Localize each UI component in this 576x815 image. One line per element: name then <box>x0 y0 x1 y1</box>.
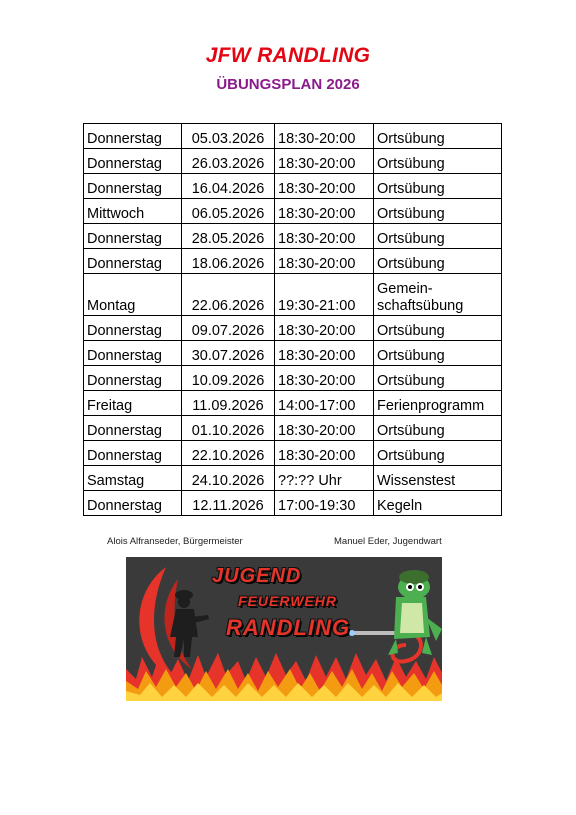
cell-day: Donnerstag <box>84 249 182 274</box>
table-row <box>84 341 502 366</box>
cell-day: Donnerstag <box>84 366 182 391</box>
cell-time: 18:30-20:00 <box>275 341 374 366</box>
cell-date: 01.10.2026 <box>182 416 275 441</box>
table-row <box>84 416 502 441</box>
cell-event: Ortsübung <box>374 199 502 224</box>
table-row <box>84 391 502 416</box>
cell-time: 18:30-20:00 <box>275 149 374 174</box>
cell-date: 22.10.2026 <box>182 441 275 466</box>
cell-event: Ortsübung <box>374 341 502 366</box>
cell-date: 11.09.2026 <box>182 391 275 416</box>
cell-event: Ortsübung <box>374 249 502 274</box>
cell-event: Kegeln <box>374 491 502 516</box>
cell-event: Ortsübung <box>374 174 502 199</box>
firefighter-silhouette-icon <box>170 590 209 657</box>
cell-day: Freitag <box>84 391 182 416</box>
cell-day: Donnerstag <box>84 316 182 341</box>
cell-event: Ortsübung <box>374 441 502 466</box>
cell-date: 05.03.2026 <box>182 124 275 149</box>
cell-day: Donnerstag <box>84 416 182 441</box>
cell-day: Donnerstag <box>84 224 182 249</box>
cell-event: Wissenstest <box>374 466 502 491</box>
cell-event: Ortsübung <box>374 149 502 174</box>
cell-event: Ferienprogramm <box>374 391 502 416</box>
table-row <box>84 441 502 466</box>
cell-date: 12.11.2026 <box>182 491 275 516</box>
cell-date: 28.05.2026 <box>182 224 275 249</box>
logo-text-jugend: JUGEND <box>212 565 302 587</box>
cell-event: Ortsübung <box>374 416 502 441</box>
table-row <box>84 149 502 174</box>
cell-time: 14:00-17:00 <box>275 391 374 416</box>
cell-time: 18:30-20:00 <box>275 249 374 274</box>
cell-time: ??:?? Uhr <box>275 466 374 491</box>
cell-time: 18:30-20:00 <box>275 174 374 199</box>
dragon-mascot-icon <box>388 570 442 655</box>
cell-date: 09.07.2026 <box>182 316 275 341</box>
cell-day: Donnerstag <box>84 341 182 366</box>
cell-time: 19:30-21:00 <box>275 274 374 316</box>
table-row <box>84 466 502 491</box>
page-title: JFW RANDLING <box>205 44 371 67</box>
table-row <box>84 224 502 249</box>
cell-time: 18:30-20:00 <box>275 316 374 341</box>
cell-day: Samstag <box>84 466 182 491</box>
logo-text-feuerwehr: FEUERWEHR <box>238 593 337 609</box>
schedule-table <box>83 123 502 516</box>
cell-time: 18:30-20:00 <box>275 224 374 249</box>
cell-day: Donnerstag <box>84 491 182 516</box>
cell-day: Montag <box>84 274 182 316</box>
table-row <box>84 491 502 516</box>
cell-date: 16.04.2026 <box>182 174 275 199</box>
signature-youth-warden: Manuel Eder, Jugendwart <box>334 536 442 547</box>
schedule-body <box>84 124 502 516</box>
table-row <box>84 316 502 341</box>
cell-time: 18:30-20:00 <box>275 366 374 391</box>
table-row <box>84 124 502 149</box>
cell-day: Donnerstag <box>84 124 182 149</box>
cell-day: Donnerstag <box>84 149 182 174</box>
cell-date: 24.10.2026 <box>182 466 275 491</box>
cell-day: Donnerstag <box>84 441 182 466</box>
table-row <box>84 249 502 274</box>
cell-event: Ortsübung <box>374 124 502 149</box>
logo-text-randling: RANDLING <box>226 615 351 640</box>
table-row <box>84 274 502 316</box>
cell-date: 06.05.2026 <box>182 199 275 224</box>
cell-event: Gemein- schaftsübung <box>374 274 502 316</box>
cell-time: 18:30-20:00 <box>275 416 374 441</box>
cell-date: 22.06.2026 <box>182 274 275 316</box>
table-row <box>84 366 502 391</box>
cell-event: Ortsübung <box>374 366 502 391</box>
table-row <box>84 174 502 199</box>
cell-time: 18:30-20:00 <box>275 124 374 149</box>
cell-time: 17:00-19:30 <box>275 491 374 516</box>
cell-date: 26.03.2026 <box>182 149 275 174</box>
cell-date: 18.06.2026 <box>182 249 275 274</box>
cell-day: Donnerstag <box>84 174 182 199</box>
cell-date: 10.09.2026 <box>182 366 275 391</box>
cell-event: Ortsübung <box>374 224 502 249</box>
cell-time: 18:30-20:00 <box>275 199 374 224</box>
table-row <box>84 199 502 224</box>
cell-day: Mittwoch <box>84 199 182 224</box>
cell-time: 18:30-20:00 <box>275 441 374 466</box>
cell-date: 30.07.2026 <box>182 341 275 366</box>
jugendfeuerwehr-logo-banner <box>126 557 442 701</box>
cell-event: Ortsübung <box>374 316 502 341</box>
page-subtitle: ÜBUNGSPLAN 2026 <box>216 76 360 93</box>
signature-mayor: Alois Alfranseder, Bürgermeister <box>107 536 243 547</box>
